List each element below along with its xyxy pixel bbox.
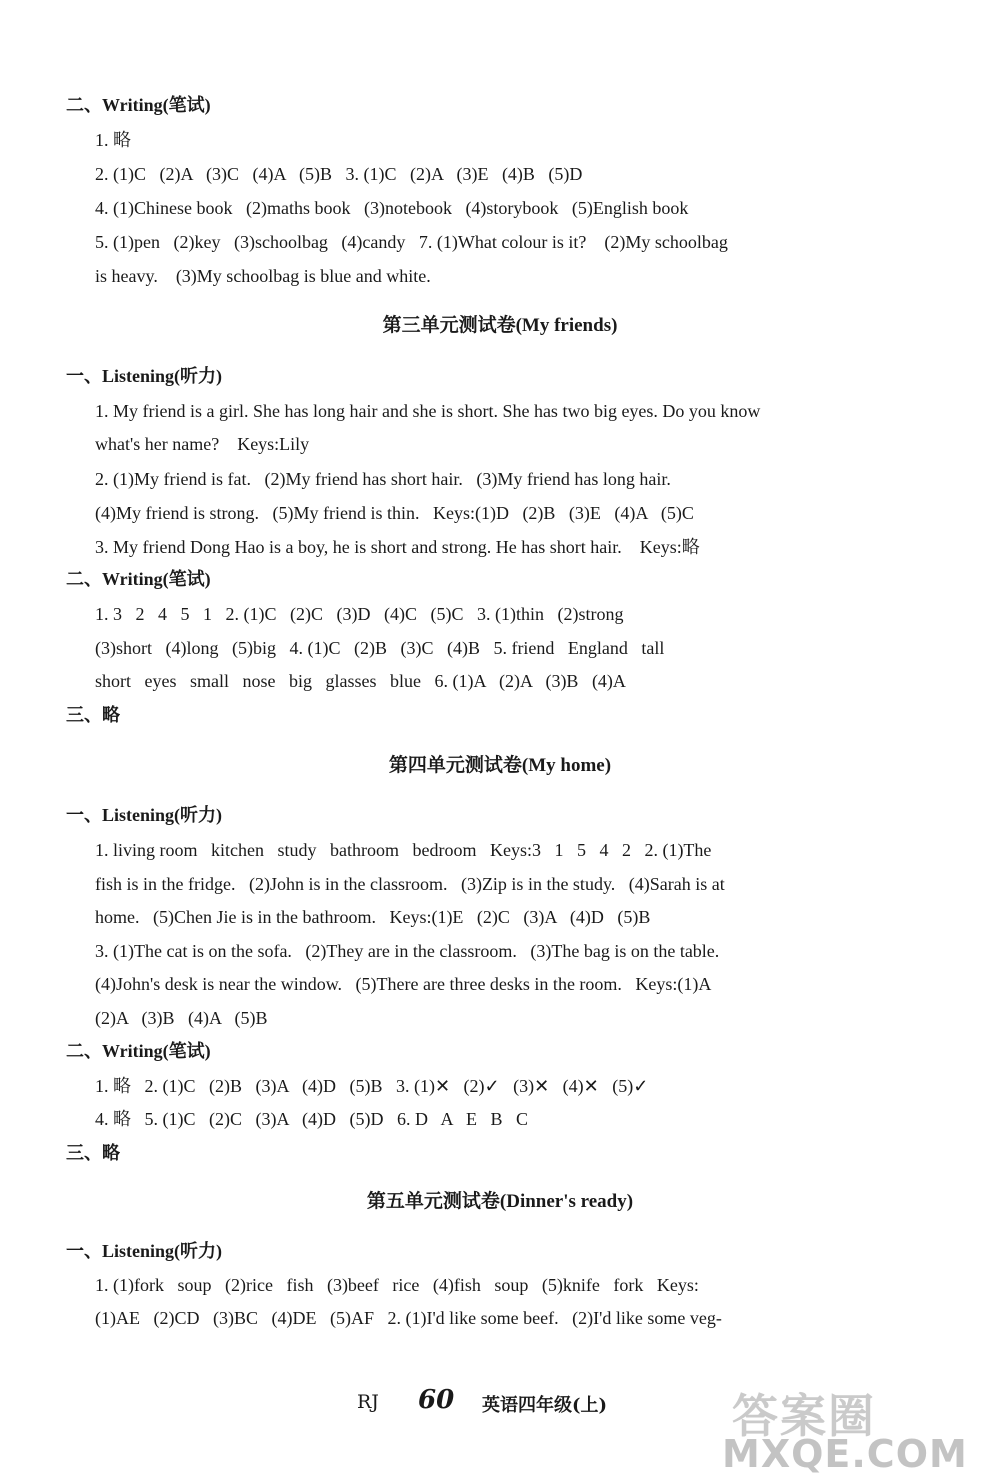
answer-line: 2. (1)My friend is fat. (2)My friend has short hair. (3)My friend has long hair. bbox=[95, 469, 671, 489]
watermark-bottom-text: MXQE.COM bbox=[722, 1432, 968, 1476]
unit-title-4: 第四单元测试卷(My home) bbox=[388, 755, 612, 776]
answer-line: home. (5)Chen Jie is in the bathroom. Keys:(1)E (2)C (3)A (4)D (5)B bbox=[95, 907, 651, 927]
section-heading-listening: 一、Listening(听力) bbox=[66, 805, 223, 825]
answer-line: 1. (1)fork soup (2)rice fish (3)beef rice (4)fish soup (5)knife fork Keys: bbox=[95, 1275, 699, 1295]
unit-title-3: 第三单元测试卷(My friends) bbox=[382, 315, 618, 336]
answer-line: short eyes small nose big glasses blue 6. (1)A (2)A (3)B (4)A bbox=[95, 671, 626, 691]
section-heading-3: 三、略 bbox=[66, 1143, 120, 1163]
section-heading-writing: 二、Writing(笔试) bbox=[66, 1041, 211, 1061]
answer-line: 4. (1)Chinese book (2)maths book (3)notebook (4)storybook (5)English book bbox=[95, 198, 689, 218]
answer-line: 4. 略 5. (1)C (2)C (3)A (4)D (5)D 6. D A E B C bbox=[95, 1109, 528, 1129]
section-heading-listening: 一、Listening(听力) bbox=[66, 1241, 223, 1261]
section-heading-3: 三、略 bbox=[66, 705, 120, 725]
answer-line: 1. living room kitchen study bathroom bedroom Keys:3 1 5 4 2 2. (1)The bbox=[95, 840, 712, 860]
answer-line: 1. 略 2. (1)C (2)B (3)A (4)D (5)B 3. (1)✕ (2)✓ (3)✕ (4)✕ (5)✓ bbox=[95, 1076, 649, 1096]
answer-line: 1. 3 2 4 5 1 2. (1)C (2)C (3)D (4)C (5)C 3. (1)thin (2)strong bbox=[95, 604, 624, 624]
answer-line: fish is in the fridge. (2)John is in the classroom. (3)Zip is in the study. (4)Sarah is at bbox=[95, 874, 725, 894]
page-number: 60 bbox=[418, 1385, 455, 1415]
answer-line: 2. (1)C (2)A (3)C (4)A (5)B 3. (1)C (2)A (3)E (4)B (5)D bbox=[95, 164, 583, 184]
section-heading-listening: 一、Listening(听力) bbox=[66, 366, 223, 386]
answer-line: (2)A (3)B (4)A (5)B bbox=[95, 1008, 268, 1028]
answer-line: 5. (1)pen (2)key (3)schoolbag (4)candy 7. (1)What colour is it? (2)My schoolbag bbox=[95, 232, 728, 252]
answer-line: (4)John's desk is near the window. (5)There are three desks in the room. Keys:(1)A bbox=[95, 974, 712, 994]
watermark-top-text: 答案圈 bbox=[732, 1389, 876, 1443]
footer-code: RJ bbox=[357, 1391, 379, 1413]
footer-book-title: 英语四年级(上) bbox=[482, 1395, 608, 1416]
answer-line: 3. My friend Dong Hao is a boy, he is short and strong. He has short hair. Keys:略 bbox=[95, 537, 700, 557]
answer-line: what's her name? Keys:Lily bbox=[95, 434, 310, 454]
answer-line: 3. (1)The cat is on the sofa. (2)They are in the classroom. (3)The bag is on the table. bbox=[95, 941, 720, 961]
answer-line: 1. 略 bbox=[95, 130, 131, 150]
section-heading-writing: 二、Writing(笔试) bbox=[66, 95, 211, 115]
answer-line: (4)My friend is strong. (5)My friend is thin. Keys:(1)D (2)B (3)E (4)A (5)C bbox=[95, 503, 694, 523]
answer-line: (1)AE (2)CD (3)BC (4)DE (5)AF 2. (1)I'd like some beef. (2)I'd like some veg- bbox=[95, 1308, 722, 1328]
answer-line: is heavy. (3)My schoolbag is blue and white. bbox=[95, 266, 431, 286]
answer-line: (3)short (4)long (5)big 4. (1)C (2)B (3)C (4)B 5. friend England tall bbox=[95, 638, 665, 658]
unit-title-5: 第五单元测试卷(Dinner's ready) bbox=[366, 1191, 634, 1212]
answer-line: 1. My friend is a girl. She has long hair and she is short. She has two big eyes. Do you know bbox=[95, 401, 761, 421]
watermark-logo bbox=[722, 1380, 990, 1476]
section-heading-writing: 二、Writing(笔试) bbox=[66, 569, 211, 589]
